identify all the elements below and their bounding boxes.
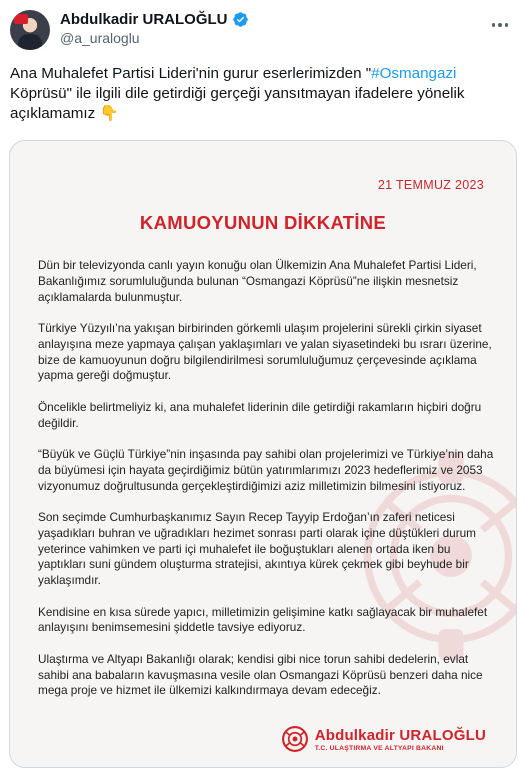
flag-pin — [14, 14, 28, 24]
document-paragraph: Öncelikle belirtmeliyiz ki, ana muhalefet liderinin dile getirdiği rakamların hiçbiri doğru değildir. — [38, 399, 482, 430]
document-paragraph: Dün bir televizyonda canlı yayın konuğu olan Ülkemizin Ana Muhalefet Partisi Lideri, Bakanlığımız sorumluluğunda bulunan “Osmangazi Köprüsü”ne ilişkin mesnetsiz açıklamalarda bulunmuştur. — [38, 258, 477, 304]
document-body — [38, 258, 494, 699]
tweet-text-middle: Köprüsü" ile ilgili dile getirdiği gerçeği yansıtmayan ifadelere yönelik açıklamamız — [10, 85, 465, 122]
hashtag-link[interactable]: #Osmangazi — [371, 65, 457, 82]
more-options-icon[interactable] — [489, 16, 511, 34]
tweet-text — [10, 64, 515, 124]
document-title: KAMUOYUNUN DİKKATİNE — [139, 212, 387, 233]
display-name[interactable]: Abdulkadir URALOĞLU — [60, 11, 228, 28]
avatar-suit — [18, 34, 42, 50]
document-date: 21 TEMMUZ 2023 — [377, 178, 484, 192]
document-paragraph: Kendisine en kısa sürede yapıcı, milletimizin gelişimine katkı sağlayacak bir muhalefet anlayışını benimsemesini şiddetle tavsiye ediyoruz. — [38, 604, 488, 635]
attached-image[interactable] — [9, 140, 517, 768]
avatar[interactable] — [10, 10, 50, 50]
signature-title: T.C. ULAŞTIRMA VE ALTYAPI BAKANI — [314, 744, 444, 752]
tweet-header — [10, 8, 515, 52]
signature-text — [315, 727, 486, 752]
document-paragraph: “Büyük ve Güçlü Türkiye”nin inşasında pay sahibi olan projelerimizi ve Türkiye’nin daha da büyümesi için hayata geçirdiğimiz bütün yatırımlarımızı 2023 hedeflerimiz ve 2053 vizyonumuz doğrultusunda gerçekleştirdiğimizi aziz milletimizin bilmesini istiyoruz. — [38, 446, 494, 493]
handle[interactable]: @a_uraloglu — [60, 30, 140, 46]
signature-block — [281, 725, 486, 753]
name-row — [60, 11, 249, 28]
verified-badge-icon — [232, 11, 249, 28]
ministry-emblem-icon — [281, 725, 309, 753]
signature-name: Abdulkadir URALOĞLU — [314, 726, 486, 744]
document-paragraph: Ulaştırma ve Altyapı Bakanlığı olarak; kendisi gibi nice torun sahibi dedelerin, evlat sahibi ana babaların kavuşmasına vesile olan Osmangazi Köprüsü benzeri daha nice mega proje ve hizmet ile ülkemizi kalkındırmaya devam edeceğiz. — [38, 651, 483, 698]
tweet-text-before: Ana Muhalefet Partisi Lideri'nin gurur eserlerimizden " — [10, 65, 372, 82]
pointing-down-emoji: 👇 — [99, 105, 119, 122]
document-paragraph: Son seçimde Cumhurbaşkanımız Sayın Recep Tayyip Erdoğan’ın zaferi neticesi yaşadıkları buhran ve uğradıkları hezimet sonrası parti olarak içine düştükleri durum yeterince vahimken ve parti içi muhalefet ile boğuştukları alenen ortada iken bu yaptıkları suni gündem oluşturma stratejisi, akıntıya kürek çekmek gibi beyhude bir yaklaşımdır. — [38, 509, 477, 588]
document-paragraph: Türkiye Yüzyılı’na yakışan birbirinden görkemli ulaşım projelerini sürekli çirkin siyaset anlayışına meze yapmaya çalışan yaklaşımları ve yalan siyasetindeki bu ısrarı üzerine, bize de kamuoyunun doğru bilgilendirilmesi sorumluluğumuz çerçevesinde açıklama yapma gereği doğmuştur. — [38, 320, 492, 383]
